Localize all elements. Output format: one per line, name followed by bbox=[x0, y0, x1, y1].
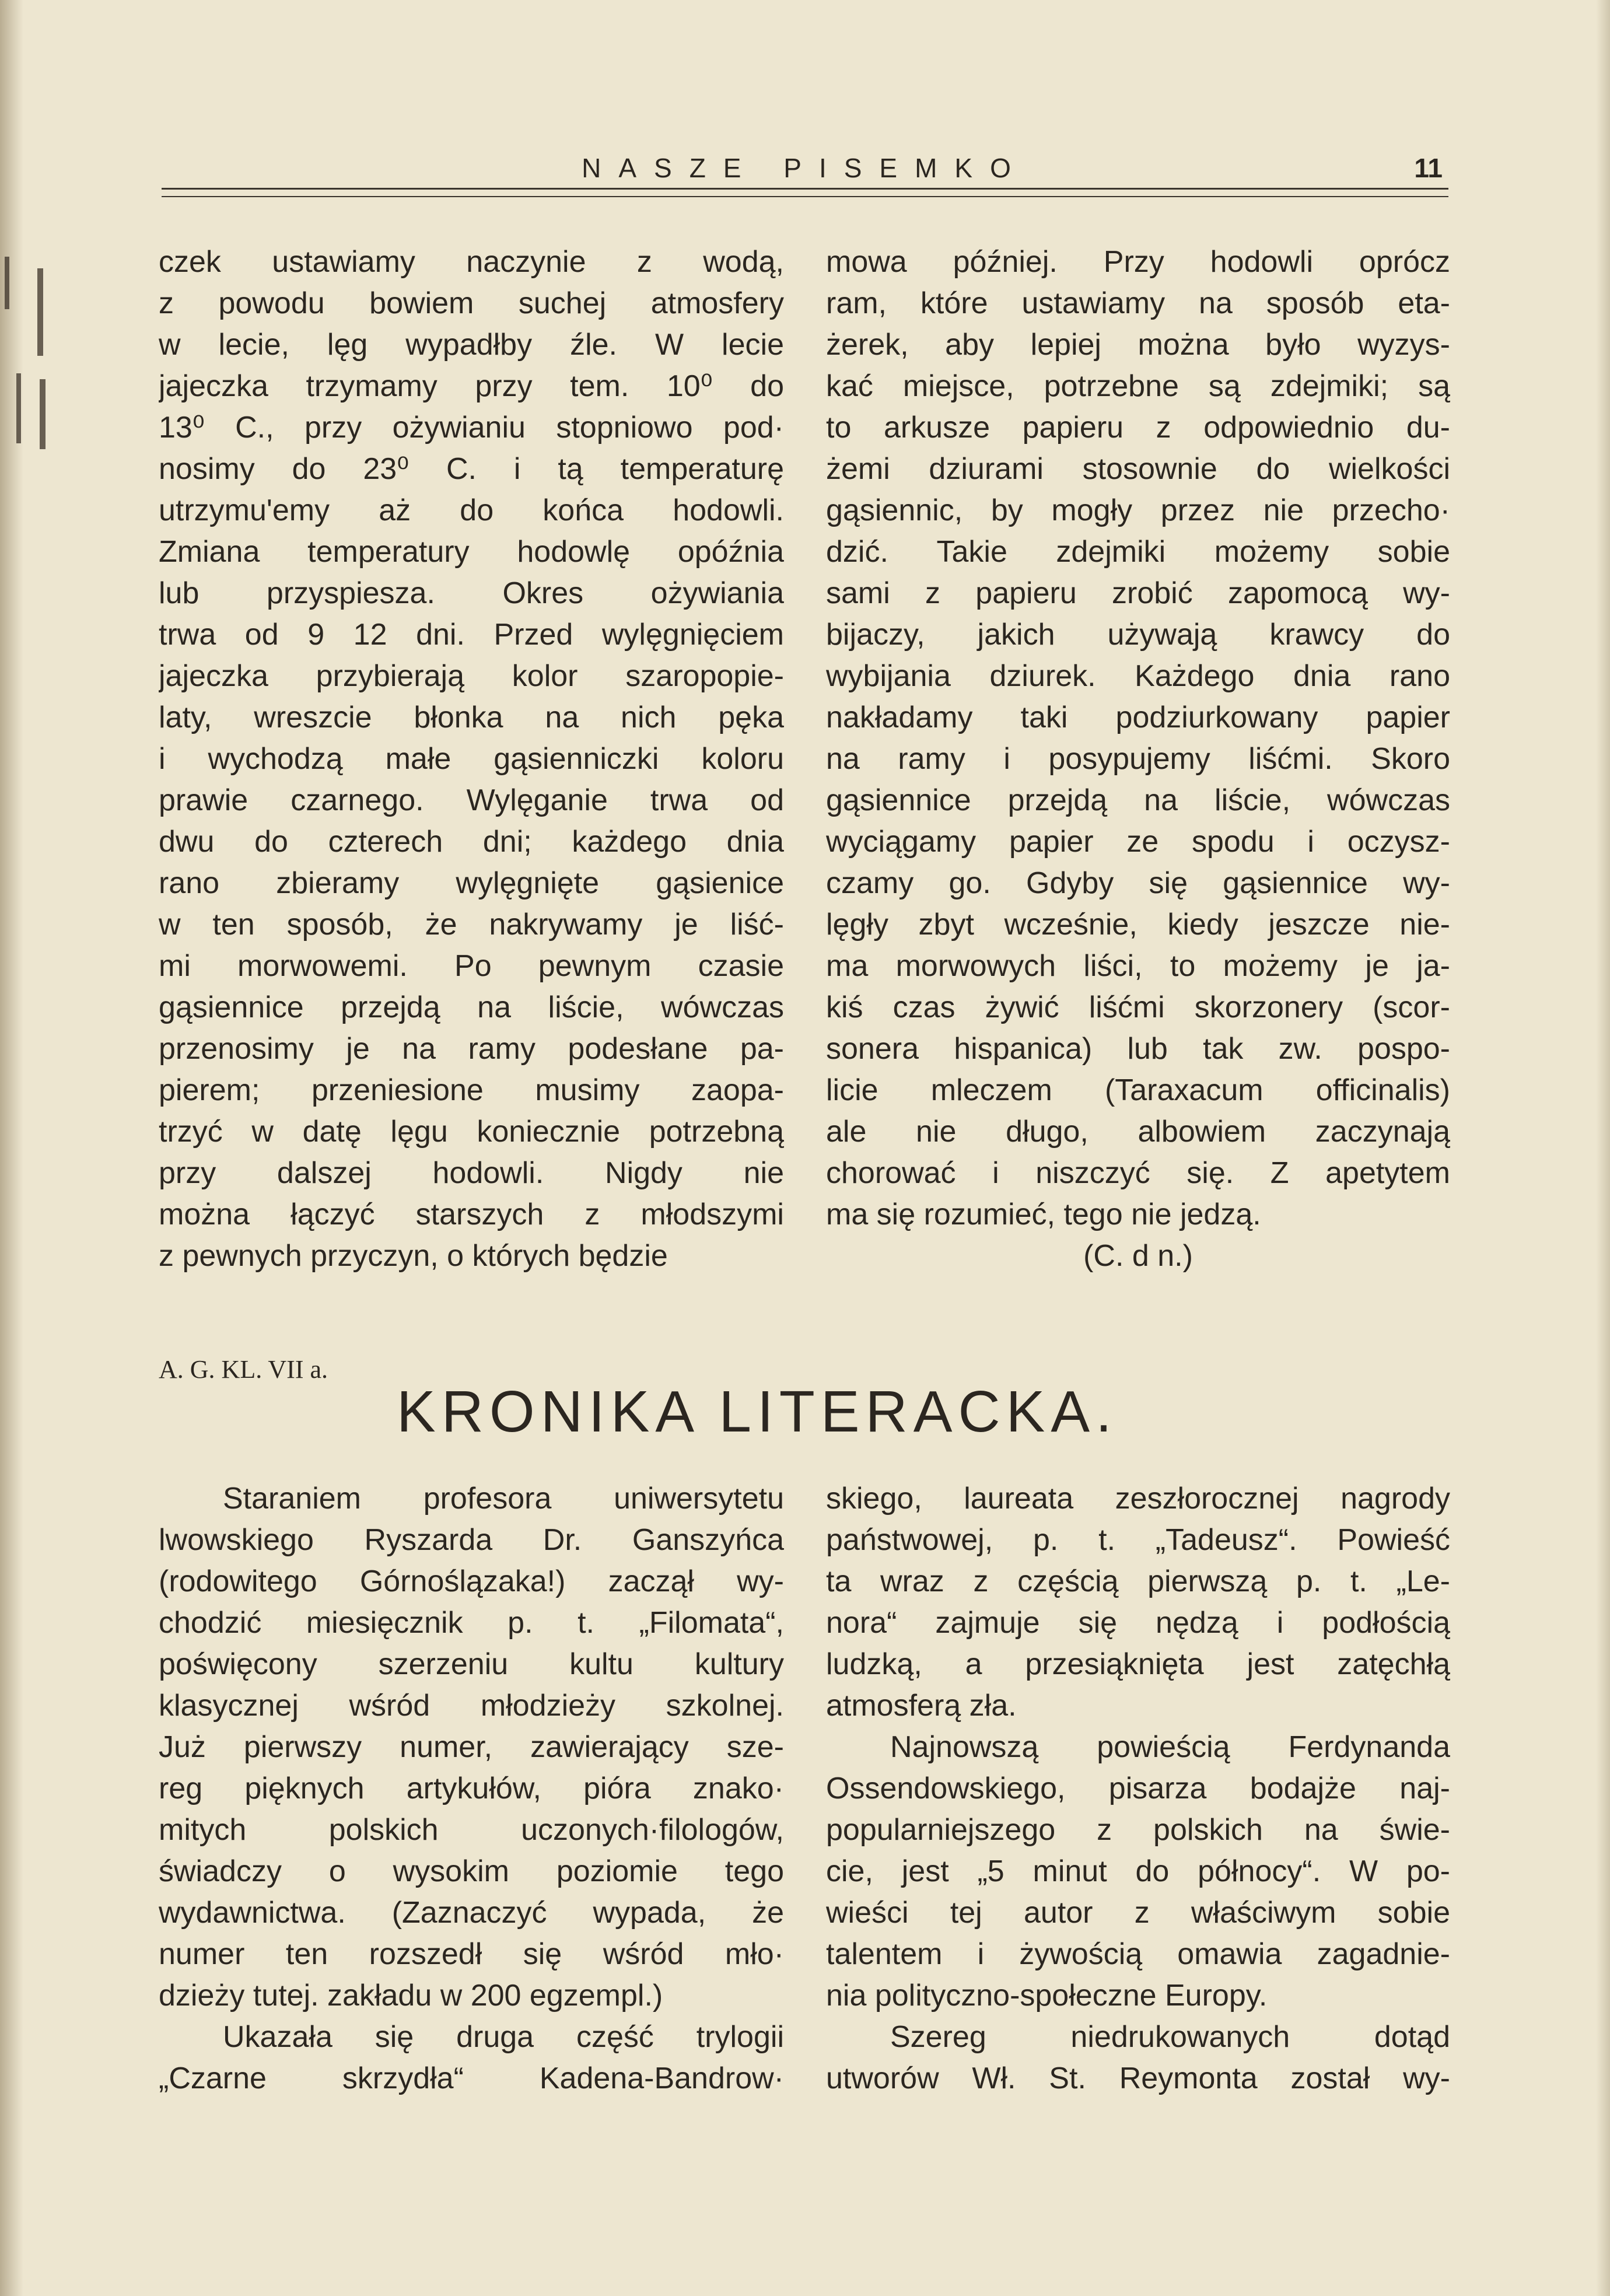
text-line: w ten sposób, że nakrywamy je liść- bbox=[159, 908, 784, 942]
text-line: dzieży tutej. zakładu w 200 egzempl.) bbox=[159, 1979, 663, 2013]
article1-right-column bbox=[826, 242, 1450, 1277]
text-line: dzić. Takie zdejmiki możemy sobie bbox=[826, 535, 1450, 569]
text-line: poświęcony szerzeniu kultu kultury bbox=[159, 1647, 784, 1681]
text-line: talentem i żywością omawia zagadnie- bbox=[826, 1937, 1450, 1971]
text-line: wydawnictwa. (Zaznaczyć wypada, że bbox=[159, 1896, 784, 1930]
text-line: lub przyspiesza. Okres ożywiania bbox=[159, 576, 784, 610]
text-line: cie, jest „5 minut do północy“. W po- bbox=[826, 1854, 1450, 1888]
text-line: Ossendowskiego, pisarza bodajże naj- bbox=[826, 1772, 1450, 1805]
text-line: ma morwowych liści, to możemy je ja- bbox=[826, 949, 1450, 983]
text-line: utrzymu'emy aż do końca hodowli. bbox=[159, 494, 784, 527]
text-line: sami z papieru zrobić zapomocą wy- bbox=[826, 576, 1450, 610]
journal-title: NASZE PISEMKO bbox=[582, 153, 1028, 183]
text-line: prawie czarnego. Wylęganie trwa od bbox=[159, 783, 784, 817]
binding-shadow bbox=[0, 0, 23, 2296]
text-line: mowa później. Przy hodowli oprócz bbox=[826, 245, 1450, 279]
text-line: nora“ zajmuje się nędzą i podłością bbox=[826, 1606, 1450, 1640]
text-line: bijaczy, jakich używają krawcy do bbox=[826, 618, 1450, 652]
text-line: klasycznej wśród młodzieży szkolnej. bbox=[159, 1689, 784, 1723]
ink-mark bbox=[5, 257, 9, 309]
text-line: przenosimy je na ramy podesłane pa- bbox=[159, 1032, 784, 1066]
text-line: gąsiennice przejdą na liście, wówczas bbox=[826, 783, 1450, 817]
text-line: chodzić miesięcznik p. t. „Filomata“, bbox=[159, 1606, 784, 1640]
text-line: mitych polskich uczonych·filologów, bbox=[159, 1813, 784, 1847]
text-line: (rodowitego Górnoślązaka!) zaczął wy- bbox=[159, 1564, 784, 1598]
text-line: gąsiennice przejdą na liście, wówczas bbox=[159, 991, 784, 1024]
text-line: atmosferą zła. bbox=[826, 1689, 1017, 1723]
text-line: (C. d n.) bbox=[1083, 1239, 1193, 1273]
section-author: A. G. KL. VII a. bbox=[159, 1355, 328, 1384]
text-line: Ukazała się druga część trylogii bbox=[223, 2020, 784, 2054]
text-line: Już pierwszy numer, zawierający sze- bbox=[159, 1730, 784, 1764]
text-line: wybijania dziurek. Każdego dnia rano bbox=[826, 659, 1450, 693]
text-line: rano zbieramy wylęgnięte gąsienice bbox=[159, 866, 784, 900]
text-line: laty, wreszcie błonka na nich pęka bbox=[159, 701, 784, 734]
text-line: gąsiennic, by mogły przez nie przecho· bbox=[826, 494, 1450, 527]
text-line: państwowej, p. t. „Tadeusz“. Powieść bbox=[826, 1523, 1450, 1557]
text-line: i wychodzą małe gąsienniczki koloru bbox=[159, 742, 784, 776]
text-line: ma się rozumieć, tego nie jedzą. bbox=[826, 1198, 1261, 1231]
text-line: wieści tej autor z właściwym sobie bbox=[826, 1896, 1450, 1930]
article1-left-column bbox=[159, 242, 784, 1277]
ink-mark bbox=[16, 373, 21, 443]
text-line: jajeczka przybierają kolor szaropopie- bbox=[159, 659, 784, 693]
text-line: skiego, laureata zeszłorocznej nagrody bbox=[826, 1482, 1450, 1516]
text-line: popularniejszego z polskich na świe- bbox=[826, 1813, 1450, 1847]
text-line: ludzką, a przesiąknięta jest zatęchłą bbox=[826, 1647, 1450, 1681]
text-line: żemi dziurami stosownie do wielkości bbox=[826, 452, 1450, 486]
header-rule bbox=[162, 188, 1448, 190]
text-line: nosimy do 23⁰ C. i tą temperaturę bbox=[159, 452, 784, 486]
text-line: pierem; przeniesione musimy zaopa- bbox=[159, 1073, 784, 1107]
text-line: kać miejsce, potrzebne są zdejmiki; są bbox=[826, 369, 1450, 403]
text-line: w lecie, lęg wypadłby źle. W lecie bbox=[159, 328, 784, 362]
article2-right-column bbox=[826, 1478, 1450, 2099]
text-line: jajeczka trzymamy przy tem. 10⁰ do bbox=[159, 369, 784, 403]
ink-mark bbox=[37, 268, 43, 356]
text-line: Zmiana temperatury hodowlę opóźnia bbox=[159, 535, 784, 569]
running-header bbox=[162, 147, 1448, 189]
text-line: utworów Wł. St. Reymonta został wy- bbox=[826, 2062, 1450, 2095]
text-line: dwu do czterech dni; każdego dnia bbox=[159, 825, 784, 859]
text-line: Staraniem profesora uniwersytetu bbox=[223, 1482, 784, 1516]
ink-mark bbox=[40, 379, 46, 449]
text-line: nia polityczno-społeczne Europy. bbox=[826, 1979, 1268, 2013]
header-rule-thin bbox=[162, 196, 1448, 197]
text-line: wyciągamy papier ze spodu i oczysz- bbox=[826, 825, 1450, 859]
text-line: czek ustawiamy naczynie z wodą, bbox=[159, 245, 784, 279]
text-line: czamy go. Gdyby się gąsiennice wy- bbox=[826, 866, 1450, 900]
text-line: „Czarne skrzydła“ Kadena-Bandrow· bbox=[159, 2062, 784, 2095]
text-line: można łączyć starszych z młodszymi bbox=[159, 1198, 784, 1231]
text-line: trwa od 9 12 dni. Przed wylęgnięciem bbox=[159, 618, 784, 652]
page-edge bbox=[1596, 0, 1610, 2296]
text-line: Najnowszą powieścią Ferdynanda bbox=[890, 1730, 1450, 1764]
text-line: świadczy o wysokim poziomie tego bbox=[159, 1854, 784, 1888]
text-line: ram, które ustawiamy na sposób eta- bbox=[826, 286, 1450, 320]
text-line: trzyć w datę lęgu koniecznie potrzebną bbox=[159, 1115, 784, 1149]
text-line: ta wraz z częścią pierwszą p. t. „Le- bbox=[826, 1564, 1450, 1598]
text-line: nakładamy taki podziurkowany papier bbox=[826, 701, 1450, 734]
text-line: 13⁰ C., przy ożywianiu stopniowo pod· bbox=[159, 411, 784, 444]
text-line: ale nie długo, albowiem zaczynają bbox=[826, 1115, 1450, 1149]
text-line: Szereg niedrukowanych dotąd bbox=[890, 2020, 1450, 2054]
text-line: sonera hispanica) lub tak zw. pospo- bbox=[826, 1032, 1450, 1066]
page-number: 11 bbox=[1414, 153, 1443, 183]
text-line: licie mleczem (Taraxacum officinalis) bbox=[826, 1073, 1450, 1107]
text-line: mi morwowemi. Po pewnym czasie bbox=[159, 949, 784, 983]
text-line: reg pięknych artykułów, pióra znako· bbox=[159, 1772, 784, 1805]
article2-left-column bbox=[159, 1478, 784, 2099]
text-line: na ramy i posypujemy liśćmi. Skoro bbox=[826, 742, 1450, 776]
text-line: to arkusze papieru z odpowiednio du- bbox=[826, 411, 1450, 444]
section-title: KRONIKA LITERACKA. bbox=[397, 1379, 1118, 1444]
text-line: z pewnych przyczyn, o których będzie bbox=[159, 1239, 668, 1273]
text-line: żerek, aby lepiej można było wyzys- bbox=[826, 328, 1450, 362]
text-line: lęgły zbyt wcześnie, kiedy jeszcze nie- bbox=[826, 908, 1450, 942]
text-line: przy dalszej hodowli. Nigdy nie bbox=[159, 1156, 784, 1190]
text-line: kiś czas żywić liśćmi skorzonery (scor- bbox=[826, 991, 1450, 1024]
text-line: lwowskiego Ryszarda Dr. Ganszyńca bbox=[159, 1523, 784, 1557]
text-line: numer ten rozszedł się wśród mło· bbox=[159, 1937, 784, 1971]
text-line: z powodu bowiem suchej atmosfery bbox=[159, 286, 784, 320]
text-line: chorować i niszczyć się. Z apetytem bbox=[826, 1156, 1450, 1190]
